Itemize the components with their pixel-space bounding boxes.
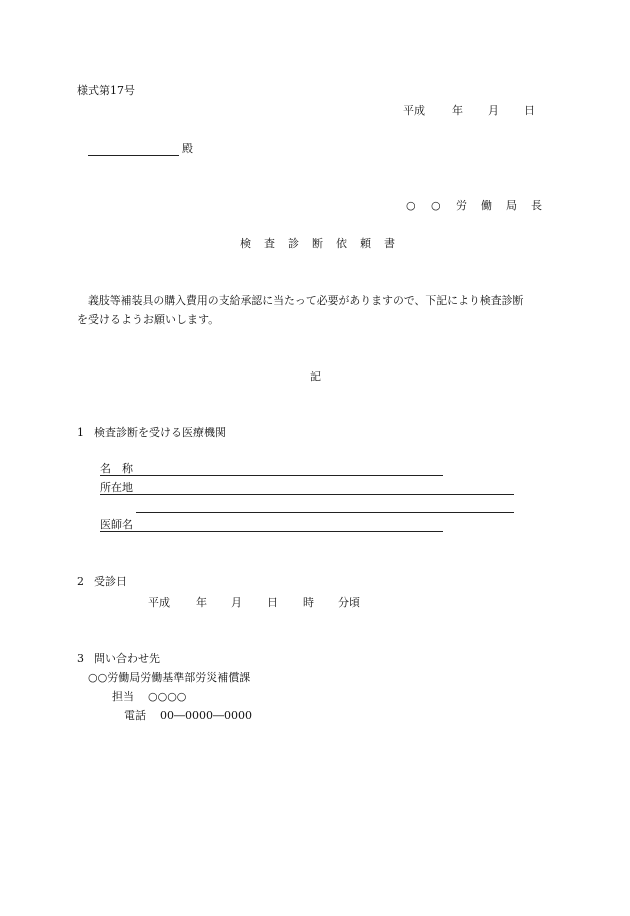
visit-day: 日: [267, 596, 278, 609]
address-field-line: [100, 494, 514, 495]
date-year: 年: [452, 104, 463, 117]
addressee-honorific: 殿: [182, 142, 193, 155]
sender-char: 労: [456, 199, 467, 212]
section1-heading: 検査診断を受ける医療機関: [94, 426, 226, 439]
body-line-1: 義肢等補装具の購入費用の支給承認に当たって必要がありますので、下記により検査診断: [88, 294, 524, 307]
name-label: 名 称: [100, 462, 133, 475]
phone-number: 00―0000―0000: [160, 709, 252, 722]
title-char: 書: [384, 237, 395, 250]
visit-era: 平成: [148, 596, 170, 609]
sender-char: ○: [406, 199, 416, 212]
contact-department: ○○労働局労働基準部労災補償課: [88, 671, 251, 684]
date-month: 月: [488, 104, 499, 117]
doctor-field-line: [100, 531, 443, 532]
visit-minute: 分頃: [338, 596, 360, 609]
sender-char: 長: [531, 199, 542, 212]
title-char: 診: [288, 237, 299, 250]
body-line-2: を受けるようお願いします。: [77, 313, 220, 326]
sender-char: 局: [506, 199, 517, 212]
ki-heading: 記: [310, 370, 321, 383]
address-field-line-2: [136, 512, 514, 513]
title-char: 頼: [360, 237, 371, 250]
address-label: 所在地: [100, 481, 133, 494]
visit-month: 月: [231, 596, 242, 609]
visit-year: 年: [196, 596, 207, 609]
section3-heading: 問い合わせ先: [94, 652, 160, 665]
section2-heading: 受診日: [94, 575, 127, 588]
contact-label: 担当: [112, 690, 134, 703]
section1-number: 1: [77, 426, 84, 439]
contact-name: ○○○○: [148, 690, 187, 703]
date-era: 平成: [403, 104, 425, 117]
name-field-line: [100, 475, 443, 476]
visit-hour: 時: [303, 596, 314, 609]
title-char: 査: [264, 237, 275, 250]
section3-number: 3: [77, 652, 84, 665]
sender-char: ○: [431, 199, 441, 212]
title-char: 依: [336, 237, 347, 250]
sender-char: 働: [481, 199, 492, 212]
addressee-line: [88, 155, 179, 156]
form-number: 様式第17号: [77, 84, 135, 97]
title-char: 検: [240, 237, 251, 250]
phone-label: 電話: [124, 709, 146, 722]
date-day: 日: [524, 104, 535, 117]
section2-number: 2: [77, 575, 84, 588]
doctor-label: 医師名: [100, 518, 133, 531]
title-char: 断: [312, 237, 323, 250]
